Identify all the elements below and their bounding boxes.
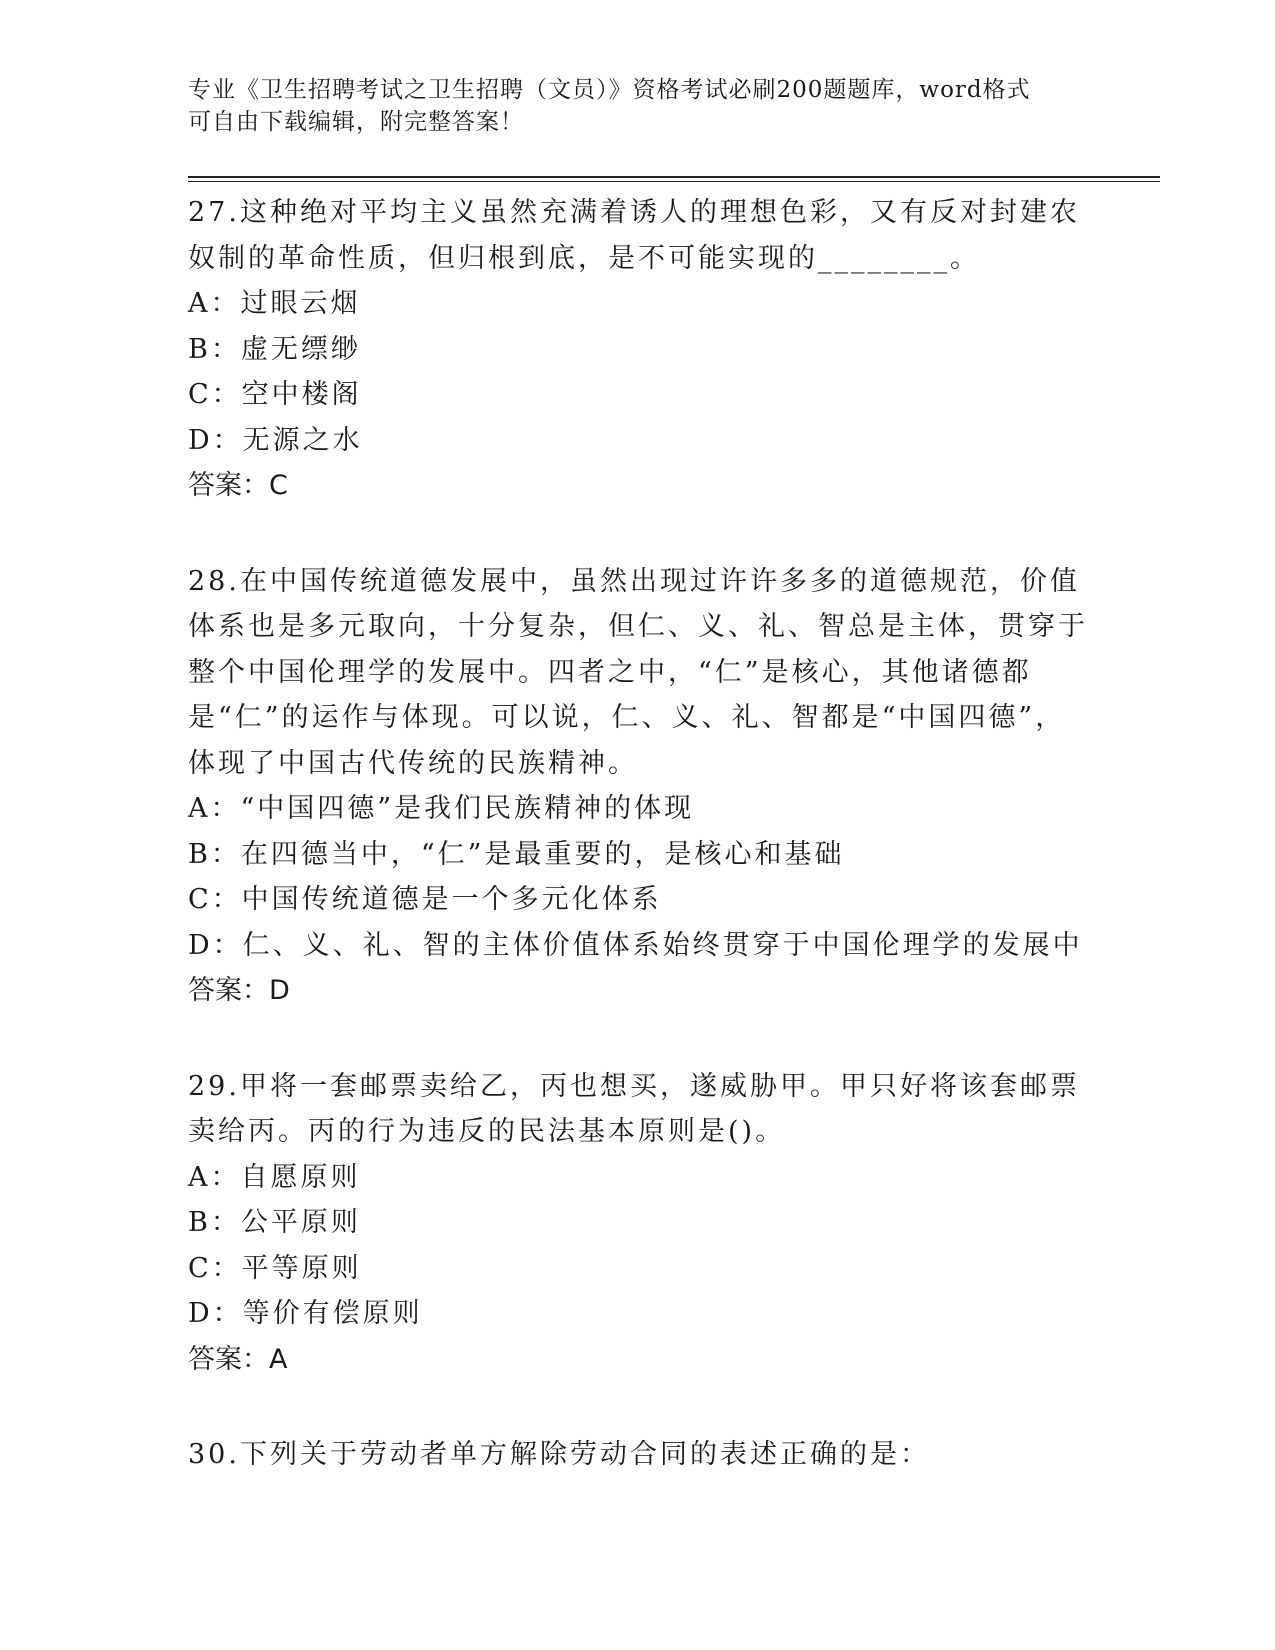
question-text: 30.下列关于劳动者单方解除劳动合同的表述正确的是：: [188, 1439, 930, 1470]
answer-line: [188, 1337, 1088, 1383]
answer-value: C: [269, 470, 288, 501]
option-d: D：无源之水: [188, 424, 363, 456]
header-line-2: 可自由下载编辑，附完整答案！: [188, 109, 524, 135]
document-header: [188, 74, 1088, 138]
option-b: B：在四德当中，“仁”是最重要的，是核心和基础: [188, 838, 845, 870]
question-list: [188, 190, 1088, 1528]
question-text: 27.这种绝对平均主义虽然充满着诱人的理想色彩，又有反对封建农奴制的革命性质，但归根到底，是不可能实现的________。: [188, 197, 1080, 274]
answer-label: 答案：: [188, 975, 269, 1006]
answer-label: 答案：: [188, 470, 269, 501]
question-30: [188, 1432, 1088, 1478]
header-line-1: 专业《卫生招聘考试之卫生招聘（文员）》资格考试必刷200题题库，word格式: [188, 77, 1031, 103]
header-divider-thin: [188, 181, 1160, 182]
answer-label: 答案：: [188, 1343, 269, 1375]
question-27: [188, 190, 1088, 509]
option-b: B：虚无缥缈: [188, 333, 361, 365]
option-c: C：平等原则: [188, 1252, 362, 1284]
option-a: A：自愿原则: [188, 1161, 361, 1193]
option-d: D：仁、义、礼、智的主体价值体系始终贯穿于中国伦理学的发展中: [188, 929, 1083, 961]
option-a: A：“中国四德”是我们民族精神的体现: [188, 793, 695, 824]
answer-line: [188, 968, 1088, 1014]
option-c: C：中国传统道德是一个多元化体系: [188, 884, 662, 915]
question-28: [188, 559, 1088, 1014]
option-d: D：等价有偿原则: [188, 1298, 423, 1329]
question-text: 28.在中国传统道德发展中，虽然出现过许许多多的道德规范，价值体系也是多元取向，十分复杂，但仁、义、礼、智总是主体，贯穿于整个中国伦理学的发展中。四者之中，“仁”是核心，其他诸德都是“仁”的运作与体现。可以说，仁、义、礼、智都是“中国四德”，体现了中国古代传统的民族精神。: [188, 565, 1088, 779]
answer-value: D: [269, 975, 290, 1006]
option-a: A：过眼云烟: [188, 288, 361, 319]
answer-line: [188, 463, 1088, 509]
option-b: B：公平原则: [188, 1207, 361, 1238]
option-c: C：空中楼阁: [188, 379, 362, 410]
question-29: [188, 1064, 1088, 1383]
question-text: 29.甲将一套邮票卖给乙，丙也想买，遂威胁甲。甲只好将该套邮票卖给丙。丙的行为违反的民法基本原则是()。: [188, 1070, 1080, 1147]
answer-value: A: [269, 1343, 288, 1375]
header-divider: [188, 176, 1160, 178]
